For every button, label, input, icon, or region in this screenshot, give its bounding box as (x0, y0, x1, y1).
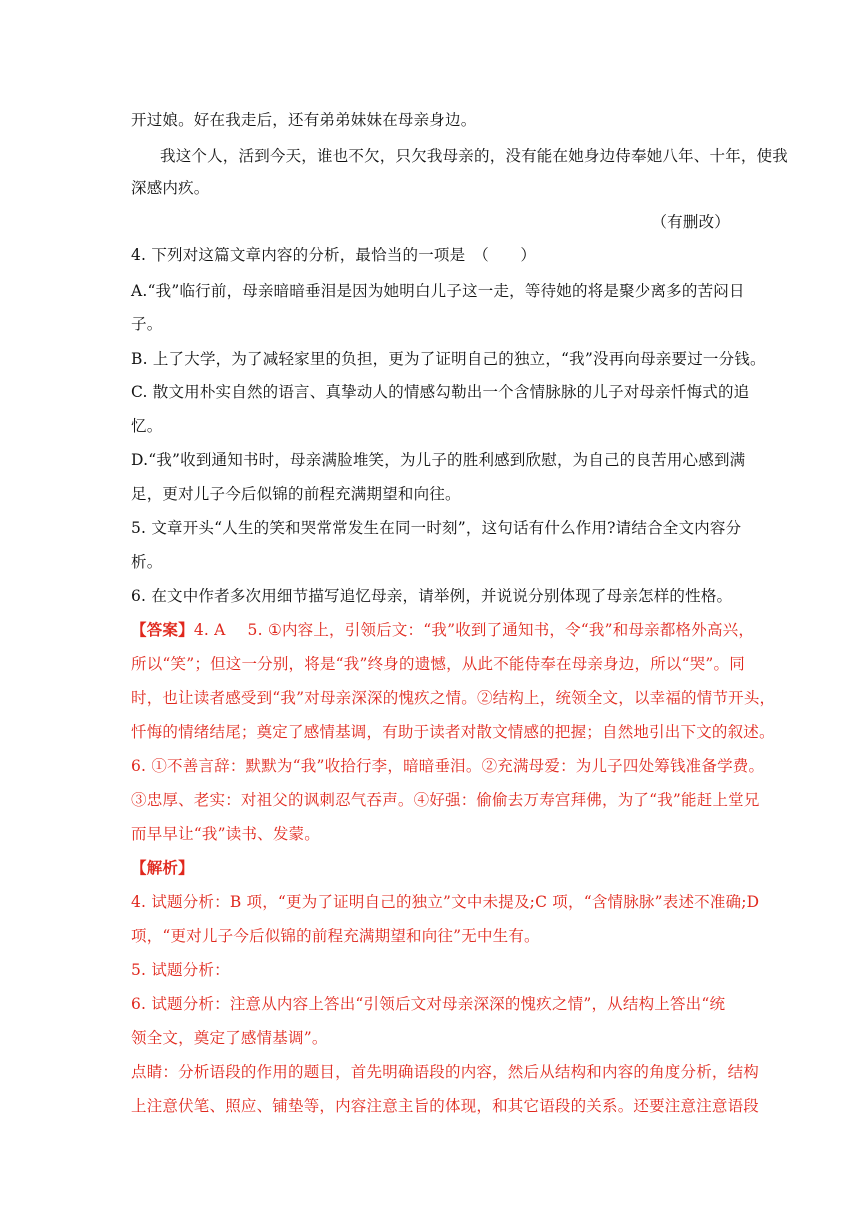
tip-line: 上注意伏笔、照应、铺垫等，内容注意主旨的体现，和其它语段的关系。还要注意注意语段 (131, 1097, 760, 1115)
answer-q5-line: 时，也让读者感受到“我”对母亲深深的愧疚之情。②结构上，统领全文，以幸福的情节开头， (131, 689, 776, 707)
analysis-q4: 4. 试题分析：B 项，“更为了证明自己的独立”文中未提及;C 项，“含情脉脉”表述不准确;D (131, 893, 760, 911)
question-4-option-d: D.“我”收到通知书时，母亲满脸堆笑，为儿子的胜利感到欣慰，为自己的良苦用心感到满 (131, 451, 746, 469)
analysis-label: 【解析】 (131, 858, 194, 877)
question-4-option-c: 忆。 (131, 417, 163, 435)
passage-line: 深感内疚。 (131, 179, 210, 197)
answer-q5-line: 所以“笑”；但这一分别，将是“我”终身的遗憾，从此不能侍奉在母亲身边，所以“哭”。同 (131, 655, 745, 673)
passage-line: 我这个人，活到今天，谁也不欠，只欠我母亲的，没有能在她身边侍奉她八年、十年，使我 (160, 147, 789, 165)
answer-line (131, 620, 755, 640)
question-5: 5. 文章开头“人生的笑和哭常常发生在同一时刻”，这句话有什么作用?请结合全文内容分 (131, 519, 742, 537)
answer-q5: 5. ①内容上，引领后文：“我”收到了通知书，令“我”和母亲都格外高兴， (247, 621, 755, 639)
passage-line: 开过娘。好在我走后，还有弟弟妹妹在母亲身边。 (131, 111, 477, 129)
question-5: 析。 (131, 553, 163, 571)
analysis-q4: 项，“更对儿子今后似锦的前程充满期望和向往”无中生有。 (131, 927, 540, 945)
answer-q6-line: ③忠厚、老实：对祖父的讽刺忍气吞声。④好强：偷偷去万寿宫拜佛，为了“我”能赶上堂兄 (131, 791, 760, 809)
answer-q5-line: 忏悔的情绪结尾；奠定了感情基调，有助于读者对散文情感的把握；自然地引出下文的叙述。 (131, 723, 775, 741)
answer-label: 【答案】 (131, 620, 194, 639)
question-4-option-d: 足，更对儿子今后似锦的前程充满期望和向往。 (131, 485, 461, 503)
answer-q4: 4. A (193, 621, 226, 639)
question-4-option-a: 子。 (131, 315, 163, 333)
analysis-q5: 5. 试题分析： (131, 961, 230, 979)
answer-q6-line: 6. ①不善言辞：默默为“我”收拾行李，暗暗垂泪。②充满母爱：为儿子四处筹钱准备学费。 (131, 757, 765, 775)
analysis-q6: 领全文，奠定了感情基调”。 (131, 1029, 328, 1047)
question-4-option-a: A.“我”临行前，母亲暗暗垂泪是因为她明白儿子这一走，等待她的将是聚少离多的苦闷日 (131, 282, 745, 300)
tip-line: 点睛：分析语段的作用的题目，首先明确语段的内容，然后从结构和内容的角度分析，结构 (131, 1063, 760, 1081)
question-4-option-b: B. 上了大学，为了减轻家里的负担，更为了证明自己的独立，“我”没再向母亲要过一分钱。 (131, 350, 766, 368)
analysis-q6: 6. 试题分析：注意从内容上答出“引领后文对母亲深深的愧疚之情”，从结构上答出“统 (131, 995, 726, 1013)
question-4-option-c: C. 散文用朴实自然的语言、真挚动人的情感勾勒出一个含情脉脉的儿子对母亲忏悔式的追 (131, 383, 750, 401)
answer-q6-line: 而早早让“我”读书、发蒙。 (131, 825, 320, 843)
source-note: （有删改） (651, 213, 730, 231)
question-4-stem: 4. 下列对这篇文章内容的分析，最恰当的一项是 （ ） (131, 246, 537, 264)
question-6: 6. 在文中作者多次用细节描写追忆母亲，请举例，并说说分别体现了母亲怎样的性格。 (131, 587, 733, 605)
